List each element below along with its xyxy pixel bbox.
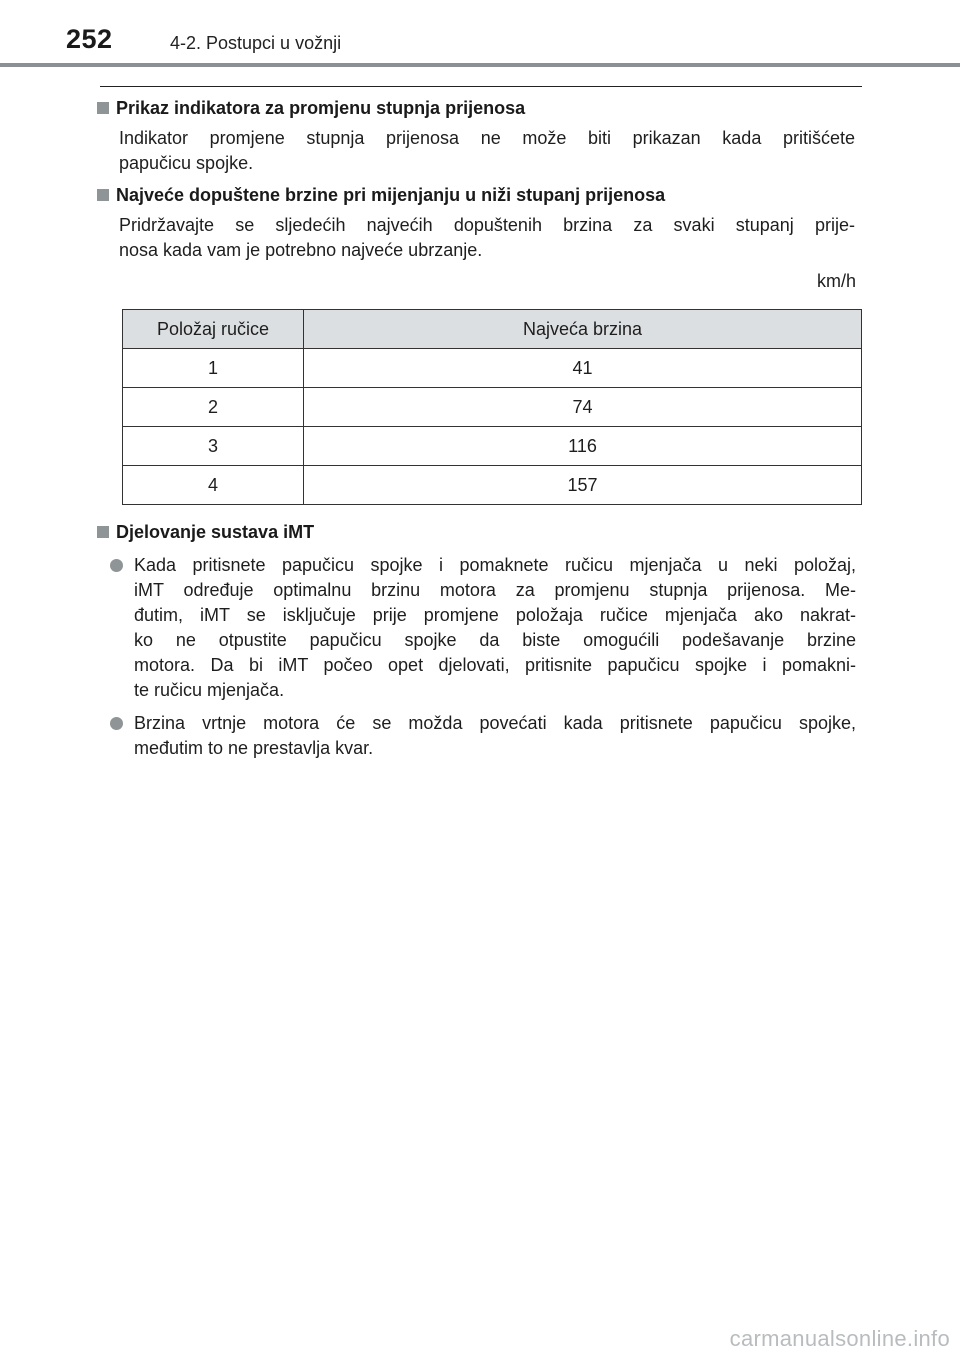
heading-imt (97, 520, 314, 544)
table-row (123, 388, 862, 427)
text-line: nosa kada vam je potrebno najveće ubrzanje. (119, 240, 483, 260)
section-title: 4-2. Postupci u vožnji (170, 33, 342, 53)
gear-cell: 3 (123, 427, 304, 466)
paragraph-gear-indicator (119, 126, 855, 176)
bullet-text (134, 553, 856, 703)
page-number: 252 (66, 24, 113, 54)
heading-max-speeds (97, 183, 665, 207)
text-line: đutim, iMT se isključuje prije promjene položaja ručice mjenjača ako nakrat- (134, 605, 856, 625)
text-line: Kada pritisnete papučicu spojke i pomaknete ručicu mjenjača u neki položaj, (134, 555, 856, 575)
text-line: te ručicu mjenjača. (134, 680, 285, 700)
square-bullet-icon (97, 526, 109, 538)
speed-cell: 157 (304, 466, 862, 505)
heading-text: Djelovanje sustava iMT (116, 522, 315, 542)
text-line: Pridržavajte se sljedećih najvećih dopuštenih brzina za svaki stupanj prije- (119, 215, 855, 235)
heading-text: Najveće dopuštene brzine pri mijenjanju u niži stupanj prijenosa (116, 185, 666, 205)
circle-bullet-icon (110, 559, 123, 572)
speed-unit-label: km/h (816, 271, 856, 291)
speed-table (122, 309, 862, 505)
text-line: iMT određuje optimalnu brzinu motora za promjenu stupnja prijenosa. Me- (134, 580, 856, 600)
text-line: papučicu spojke. (119, 153, 254, 173)
header-rule (0, 63, 960, 67)
text-line: ko ne otpustite papučicu spojke da biste omogućili podešavanje brzine (134, 630, 856, 650)
table-row (123, 427, 862, 466)
text-line: Indikator promjene stupnja prijenosa ne može biti prikazan kada pritišćete (119, 128, 855, 148)
text-line: motora. Da bi iMT počeo opet djelovati, pritisnite papučicu spojke i pomakni- (134, 655, 856, 675)
column-header-gear-position: Položaj ručice (123, 310, 304, 349)
square-bullet-icon (97, 189, 109, 201)
heading-text: Prikaz indikatora za promjenu stupnja prijenosa (116, 98, 526, 118)
page-header (0, 0, 960, 70)
circle-bullet-icon (110, 717, 123, 730)
watermark: carmanualsonline.info (729, 1326, 950, 1351)
imt-bullet-2 (110, 711, 856, 761)
top-divider (100, 86, 862, 87)
table-row (123, 466, 862, 505)
speed-cell: 74 (304, 388, 862, 427)
column-header-max-speed: Najveća brzina (304, 310, 862, 349)
speed-cell: 41 (304, 349, 862, 388)
heading-gear-indicator (97, 96, 525, 120)
table-row (123, 349, 862, 388)
gear-cell: 4 (123, 466, 304, 505)
paragraph-max-speeds (119, 213, 855, 263)
text-line: Brzina vrtnje motora će se možda povećati kada pritisnete papučicu spojke, (134, 713, 856, 733)
gear-cell: 1 (123, 349, 304, 388)
text-line: međutim to ne prestavlja kvar. (134, 738, 374, 758)
gear-cell: 2 (123, 388, 304, 427)
square-bullet-icon (97, 102, 109, 114)
imt-bullet-1 (110, 553, 856, 703)
table-header-row (123, 310, 862, 349)
speed-cell: 116 (304, 427, 862, 466)
bullet-text (134, 711, 856, 761)
